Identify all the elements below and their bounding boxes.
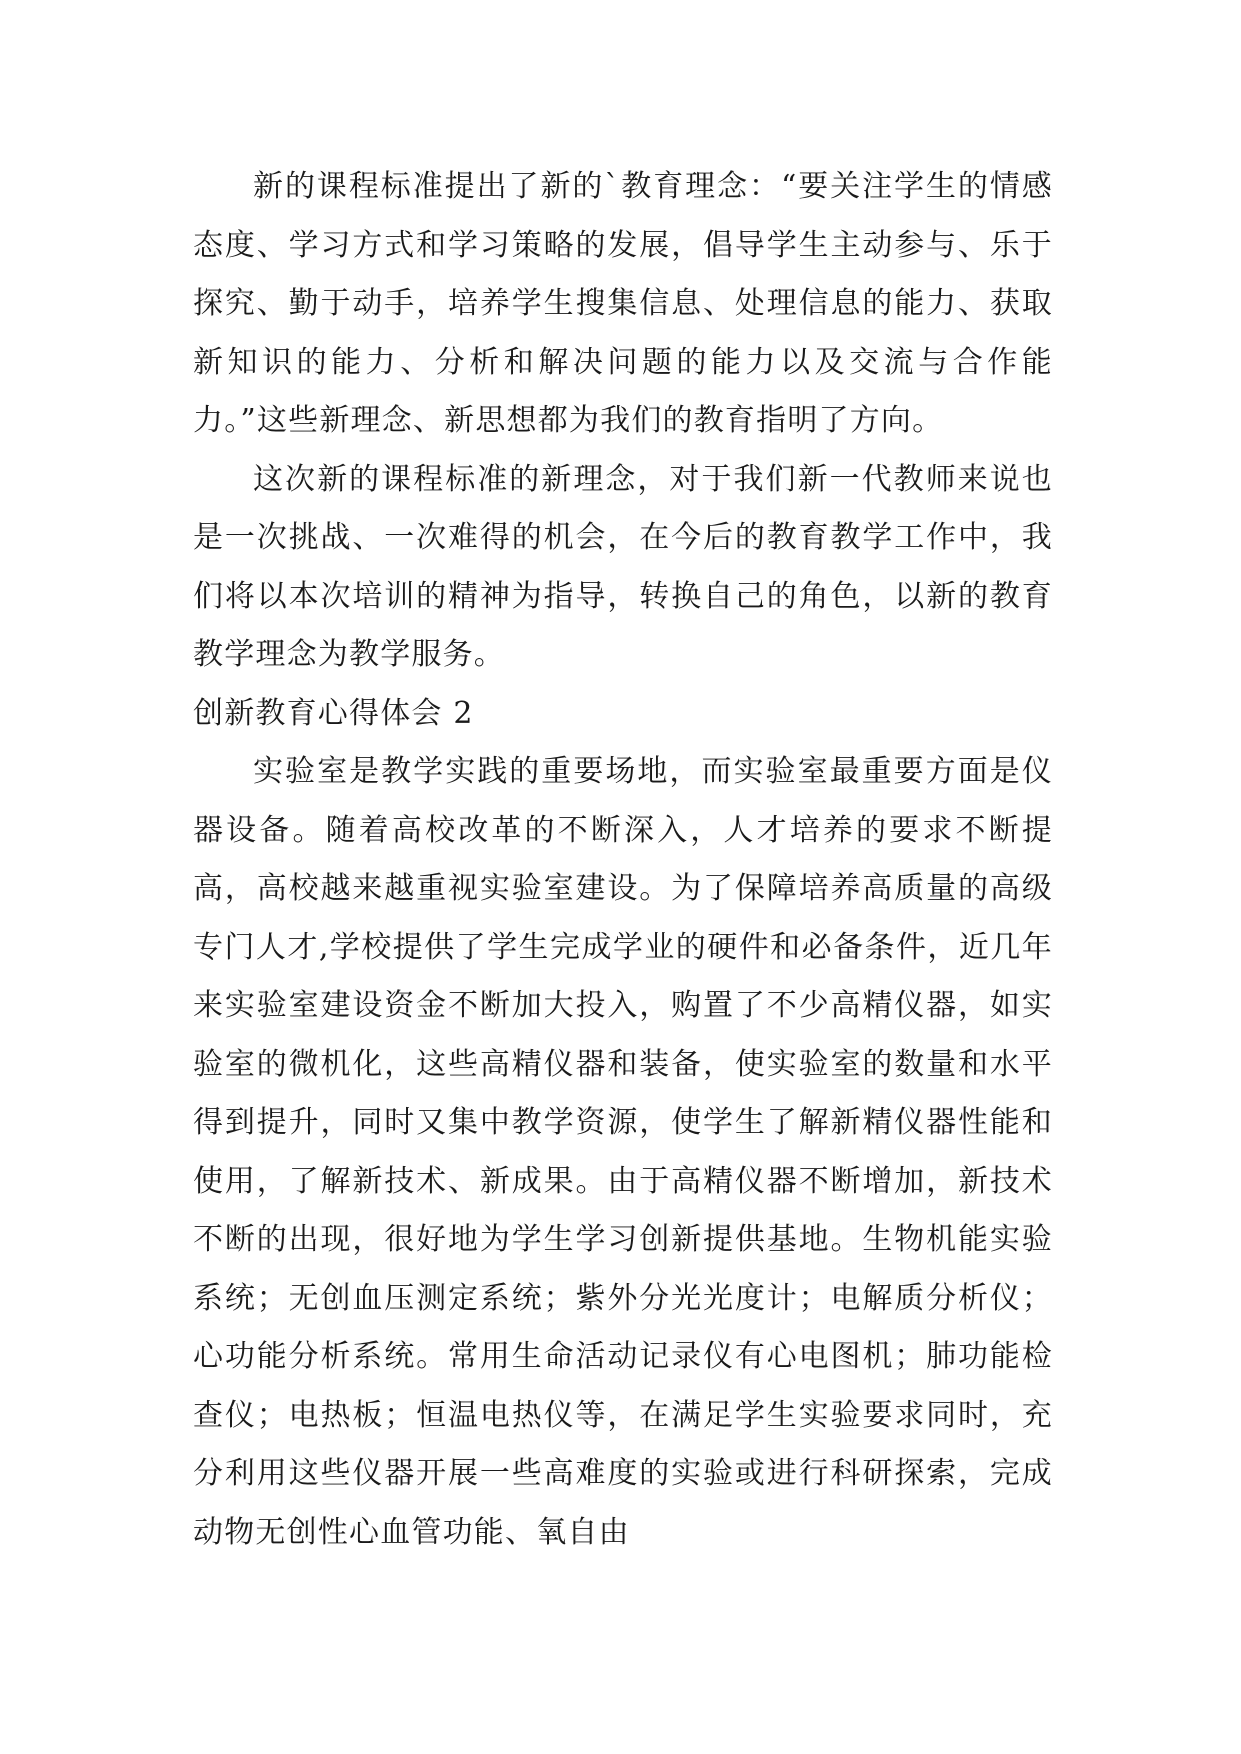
paragraph: 这次新的课程标准的新理念，对于我们新一代教师来说也是一次挑战、一次难得的机会，在今后的教育教学工作中，我们将以本次培训的精神为指导，转换自己的角色，以新的教育教学理念为教学服务。 (193, 461, 1053, 672)
paragraph: 实验室是教学实践的重要场地，而实验室最重要方面是仪器设备。随着高校改革的不断深入，人才培养的要求不断提高，高校越来越重视实验室建设。为了保障培养高质量的高级专门人才,学校提供了学生完成学业的硬件和必备条件，近几年来实验室建设资金不断加大投入，购置了不少高精仪器，如实验室的微机化，这些高精仪器和装备，使实验室的数量和水平得到提升，同时又集中教学资源，使学生了解新精仪器性能和使用，了解新技术、新成果。由于高精仪器不断增加，新技术不断的出现，很好地为学生学习创新提供基地。生物机能实验系统；无创血压测定系统；紫外分光光度计；电解质分析仪；心功能分析系统。常用生命活动记录仪有心电图机；肺功能检查仪；电热板；恒温电热仪等，在满足学生实验要求同时，充分利用这些仪器开展一些高难度的实验或进行科研探索，完成动物无创性心血管功能、氧自由 (193, 754, 1053, 1550)
paragraph: 新的课程标准提出了新的`教育理念：“要关注学生的情感态度、学习方式和学习策略的发展，倡导学生主动参与、乐于探究、勤于动手，培养学生搜集信息、处理信息的能力、获取新知识的能力、分析和解决问题的能力以及交流与合作能力。”这些新理念、新思想都为我们的教育指明了方向。 (193, 169, 1053, 438)
section-heading: 创新教育心得体会 2 (193, 695, 474, 731)
document-body (193, 158, 1053, 1562)
